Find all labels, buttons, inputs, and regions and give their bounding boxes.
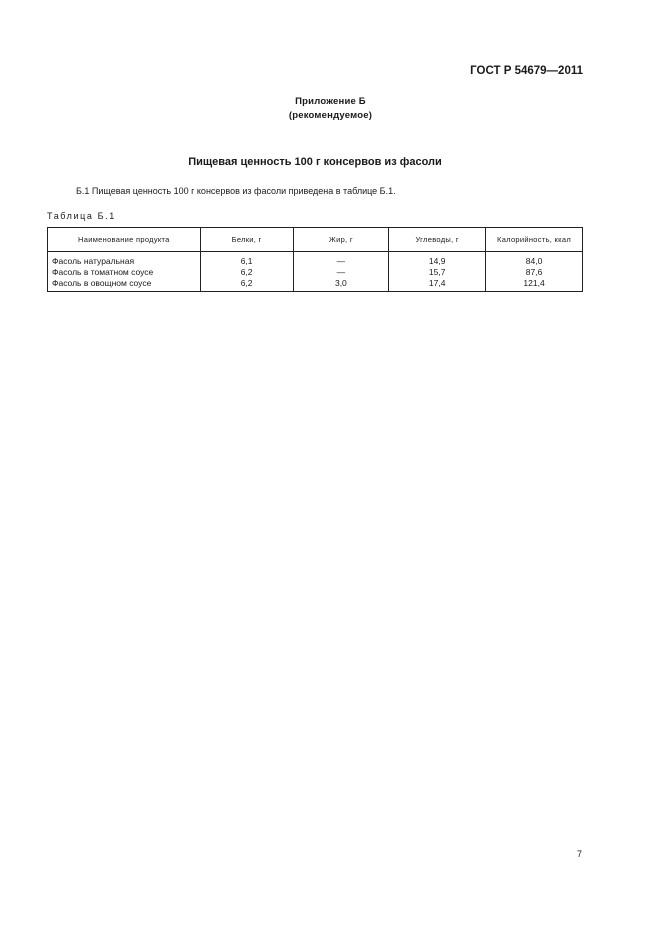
cell-calories: 87,6 [486,267,583,278]
table-row [48,278,583,292]
header-fat: Жир, г [293,228,389,252]
table-row [48,267,583,278]
cell-product-name: Фасоль в овощном соусе [48,278,201,292]
table-header-row [48,228,583,252]
cell-protein: 6,2 [200,267,293,278]
cell-product-name: Фасоль в томатном соусе [48,267,201,278]
header-carbs: Углеводы, г [389,228,486,252]
cell-fat: 3,0 [293,278,389,292]
appendix-title: Приложение Б [295,96,366,107]
cell-product-name: Фасоль натуральная [48,252,201,268]
cell-protein: 6,2 [200,278,293,292]
page-number: 7 [576,849,582,859]
appendix-heading [0,95,661,123]
cell-carbs: 14,9 [389,252,486,268]
body-paragraph: Б.1 Пищевая ценность 100 г консервов из фасоли приведена в таблице Б.1. [76,186,396,196]
cell-carbs: 15,7 [389,267,486,278]
header-product-name: Наименование продукта [48,228,201,252]
table-caption: Таблица Б.1 [47,211,116,221]
header-protein: Белки, г [200,228,293,252]
cell-calories: 84,0 [486,252,583,268]
cell-protein: 6,1 [200,252,293,268]
header-calories: Калорийность, ккал [486,228,583,252]
section-title: Пищевая ценность 100 г консервов из фасоли [188,156,442,168]
document-code: ГОСТ Р 54679—2011 [470,65,583,77]
cell-fat: — [293,267,389,278]
cell-calories: 121,4 [486,278,583,292]
table-row [48,252,583,268]
cell-fat: — [293,252,389,268]
appendix-subtitle: (рекомендуемое) [288,110,373,121]
nutrition-table [47,227,583,292]
cell-carbs: 17,4 [389,278,486,292]
